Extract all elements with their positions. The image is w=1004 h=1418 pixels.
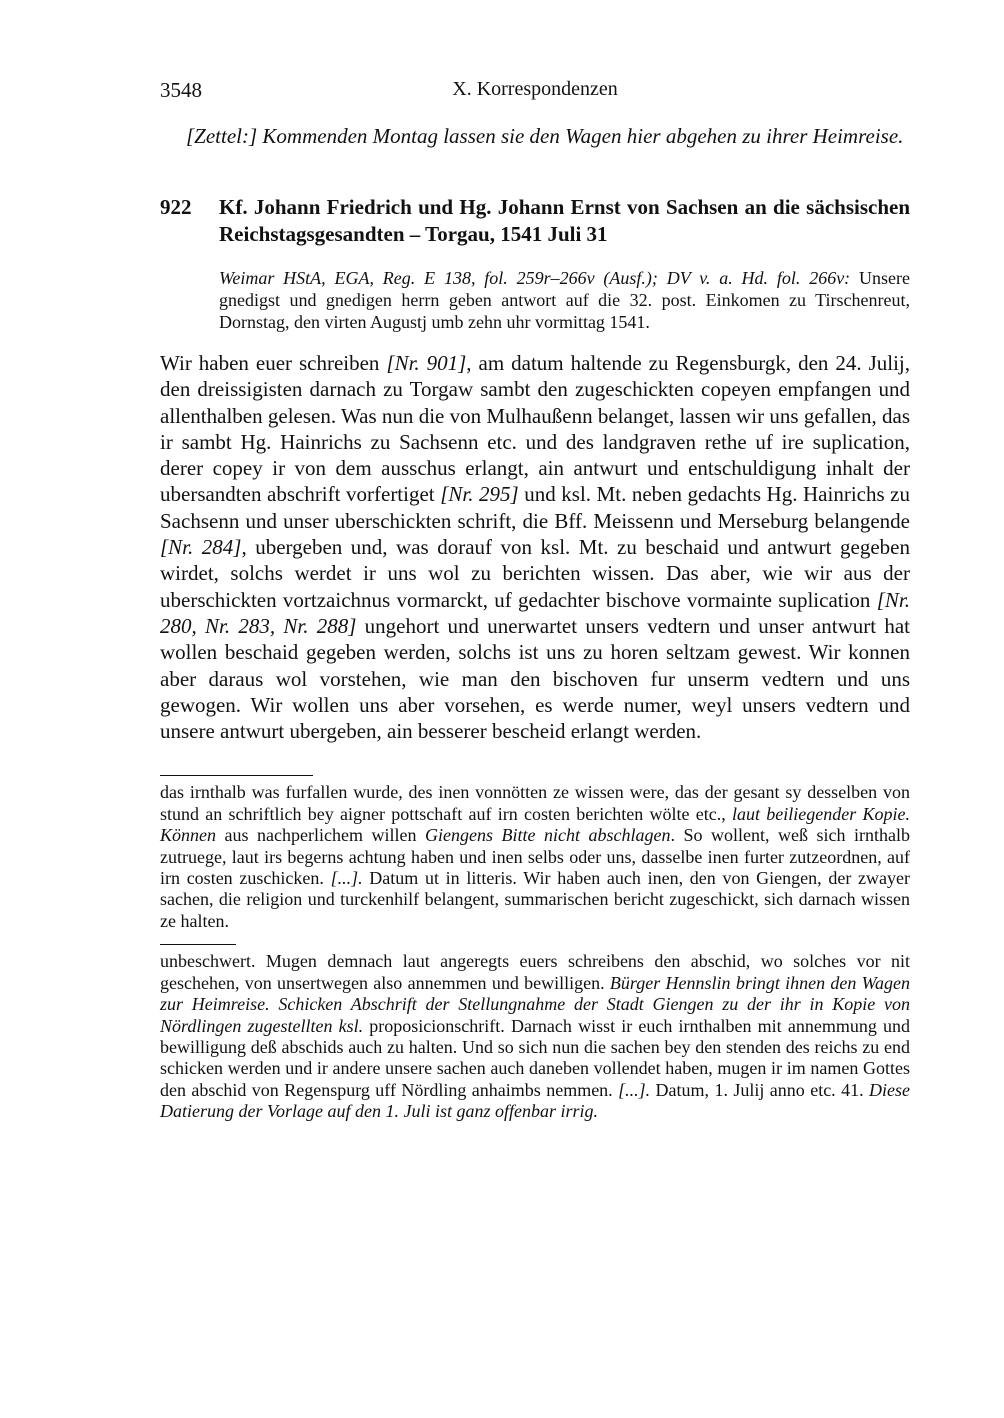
- page: [160, 78, 910, 1123]
- page-number: 3548: [160, 78, 202, 102]
- source-note: [219, 267, 910, 333]
- footnote-editorial-text: Bürger Hennslin bringt ihnen den Wagen zur Heimreise. Schicken Abschrift der Stellungnahme der Stadt Giengen zu der ihr in Kopie von Nördlingen zugestellten ksl.: [160, 972, 911, 1036]
- cross-reference: [Nr. 901]: [386, 351, 467, 375]
- footnote-editorial-text: Diese Datierung der Vorlage auf den 1. Juli ist ganz offenbar irrig.: [160, 1079, 911, 1122]
- footnote-text: aus nachperlichem willen: [216, 825, 425, 846]
- cross-reference: [Nr. 295]: [440, 482, 519, 507]
- cross-reference: [Nr. 284]: [160, 535, 242, 560]
- footnote-omission: [...].: [330, 868, 363, 889]
- zettel-note: [Zettel:] Kommenden Montag lassen sie den Wagen hier abgehen zu ihrer Heimreise.: [186, 124, 904, 148]
- footnote-editorial-text: Giengens Bitte nicht abschlagen: [424, 825, 671, 846]
- running-title: X. Korrespondenzen: [452, 78, 618, 100]
- footnote-text: Datum, 1. Julij anno etc. 41.: [650, 1079, 870, 1100]
- footnote-continuation-2: [160, 951, 910, 1122]
- source-dorsal-text: Unsere gnedigst und gnedigen herrn geben antwort auf die 32. post. Einkomen zu Tirschenreut, Dornstag, den virten Augustj umb zehn uhr vormittag 1541.: [219, 268, 910, 332]
- footnote-omission: [...].: [618, 1079, 651, 1100]
- footnote-text: das irnthalb was furfallen wurde, des inen vonnötten ze wissen were, das der gesant sy desselben von stund an schriftlich bey aigner pottschaft auf irn costen berichten wölte etc.,: [160, 782, 910, 824]
- footnote-divider: [160, 775, 313, 776]
- footnote-text: proposicionschrift. Darnach wisst ir euch irnthalben mit annemmung und bewilligung deß abschids auch zu halten. Und so sich nun die sachen bey den stenden des reichs zu end schicken werden und ir andere unsere sachen auch daneben vollendet haben, mugen ir im namen Gottes den abschid von Regenspurg uff Nördling anhaimbs nemmen.: [160, 1015, 910, 1100]
- body-text-part: Wir haben euer schreiben: [160, 351, 387, 375]
- body-text-part: ungehort und unerwartet unsers vedtern und unser antwurt hat wollen beschaid gegeben werden, solchs ist uns zu horen seltzam gewest. Wir konnen aber daraus wol vorstehen, wie man den bischoven fur unserm vedtern und uns gewogen. Wir wollen uns aber vorsehen, es werde numer, weyl unsers vedtern und unsere antwurt ubergeben, ain besserer bescheid erlangt werden.: [160, 613, 910, 744]
- footnote-text: . So wollent, weß sich irnthalb zutruege, laut irs begerns achtung haben und inen selbs oder uns, dasselbe inen furter zutzeordnen, auf irn costen zuschicken.: [160, 825, 910, 889]
- body-text-part: und ksl. Mt. neben gedachts Hg. Hainrichs zu Sachsenn und unser uberschickten schrift, die Bff. Meissenn und Merseburg belangende: [160, 482, 911, 533]
- document-heading: [160, 194, 910, 248]
- letter-body: [160, 350, 910, 744]
- footnote-editorial-text: laut beiliegender Kopie. Können: [160, 803, 910, 846]
- running-head: [160, 78, 910, 108]
- document-title: Kf. Johann Friedrich und Hg. Johann Ernst von Sachsen an die sächsischen Reichstagsgesandten – Torgau, 1541 Juli 31: [219, 195, 910, 246]
- footnote-continuation-1: [160, 782, 910, 932]
- cross-reference: [Nr. 280, Nr. 283, Nr. 288]: [160, 587, 910, 638]
- footnote-text: Datum ut in litteris. Wir haben auch inen, den von Giengen, der zwayer sachen, die religion und turckenhilf belangent, summarischen bericht zugeschickt, sich darnach wissen ze halten.: [160, 868, 910, 931]
- footnote-text: unbeschwert. Mugen demnach laut angeregts euers schreibens den abschid, wo solches vor nit geschehen, von unsertwegen also annemmen und bewilligen.: [160, 951, 910, 993]
- body-text-part: , ubergeben und, was dorauf von ksl. Mt. zu beschaid und antwurt gegeben wirdet, solchs werdet ir uns wol zu berichten wissen. Das aber, wie wir aus der uberschickten vortzaichnus vormarckt, uf gedachter bischove vormainte suplication: [160, 535, 910, 612]
- footnote-divider: [160, 944, 236, 945]
- body-text-part: , am datum haltende zu Regensburgk, den 24. Julij, den dreissigisten darnach zu Torgaw sambt den zugeschickten copeyen empfangen und allenthalben gelesen. Was nun die von Mulhaußenn belanget, lassen wir uns gefallen, das ir sambt Hg. Hainrichs zu Sachsenn etc. und des landgraven rethe uf ire suplication, derer copey ir von dem ausschus erlangt, ain antwurt und entschuldigung inhalt der ubersandten abschrift vorfertiget: [160, 351, 910, 507]
- source-archive-reference: Weimar HStA, EGA, Reg. E 138, fol. 259r–266v (Ausf.); DV v. a. Hd. fol. 266v:: [219, 268, 851, 288]
- document-number: 922: [160, 195, 192, 219]
